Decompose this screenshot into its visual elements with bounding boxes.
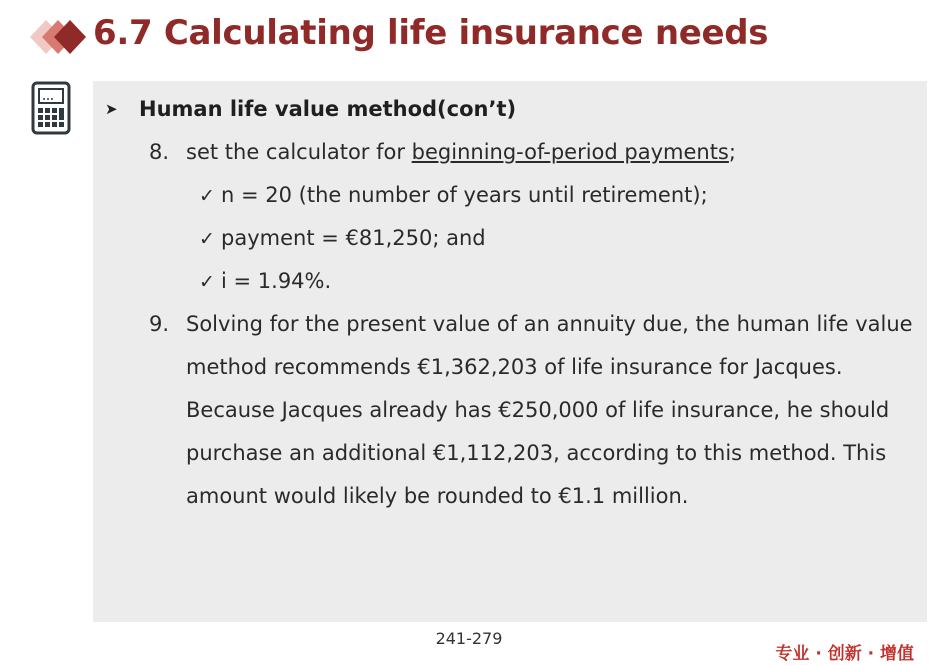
item-number: 8. (149, 140, 170, 164)
page-title: 6.7 Calculating life insurance needs (93, 13, 769, 53)
page-number: 241-279 (435, 629, 503, 648)
diamond-logo-icon (16, 14, 86, 60)
paragraph-line: Because Jacques already has €250,000 of life insurance, he should (186, 398, 890, 422)
footer-slogan: 专业 · 创新 · 增值 (775, 644, 914, 664)
paragraph-line: Solving for the present value of an annuity due, the human life value (186, 312, 913, 336)
section-heading: Human life value method(con’t) (139, 97, 517, 121)
calculator-setting-link[interactable]: beginning-of-period payments (411, 140, 729, 164)
arrow-bullet-icon: ➤ (105, 100, 118, 118)
paragraph-line: method recommends €1,362,203 of life insurance for Jacques. (186, 355, 843, 379)
list-item-9 (149, 312, 913, 336)
paragraph-line: amount would likely be rounded to €1.1 million. (186, 484, 689, 508)
paragraph-line: purchase an additional €1,112,203, according to this method. This (186, 441, 887, 465)
calculator-icon (31, 81, 71, 135)
item-text-end: ; (728, 140, 736, 164)
item-number: 9. (149, 312, 170, 336)
checkmark-icon: ✓ (199, 185, 215, 207)
check-item (199, 269, 331, 293)
checkmark-icon: ✓ (199, 271, 215, 293)
section-heading-row (105, 97, 516, 121)
content-panel (93, 81, 927, 622)
check-item (199, 183, 708, 207)
checkmark-icon: ✓ (199, 228, 215, 250)
item-text: set the calculator for (186, 140, 412, 164)
list-item-8 (149, 140, 736, 164)
check-text: n = 20 (the number of years until retirement); (221, 183, 708, 207)
check-item (199, 226, 486, 250)
check-text: payment = €81,250; and (221, 226, 486, 250)
check-text: i = 1.94%. (221, 269, 332, 293)
